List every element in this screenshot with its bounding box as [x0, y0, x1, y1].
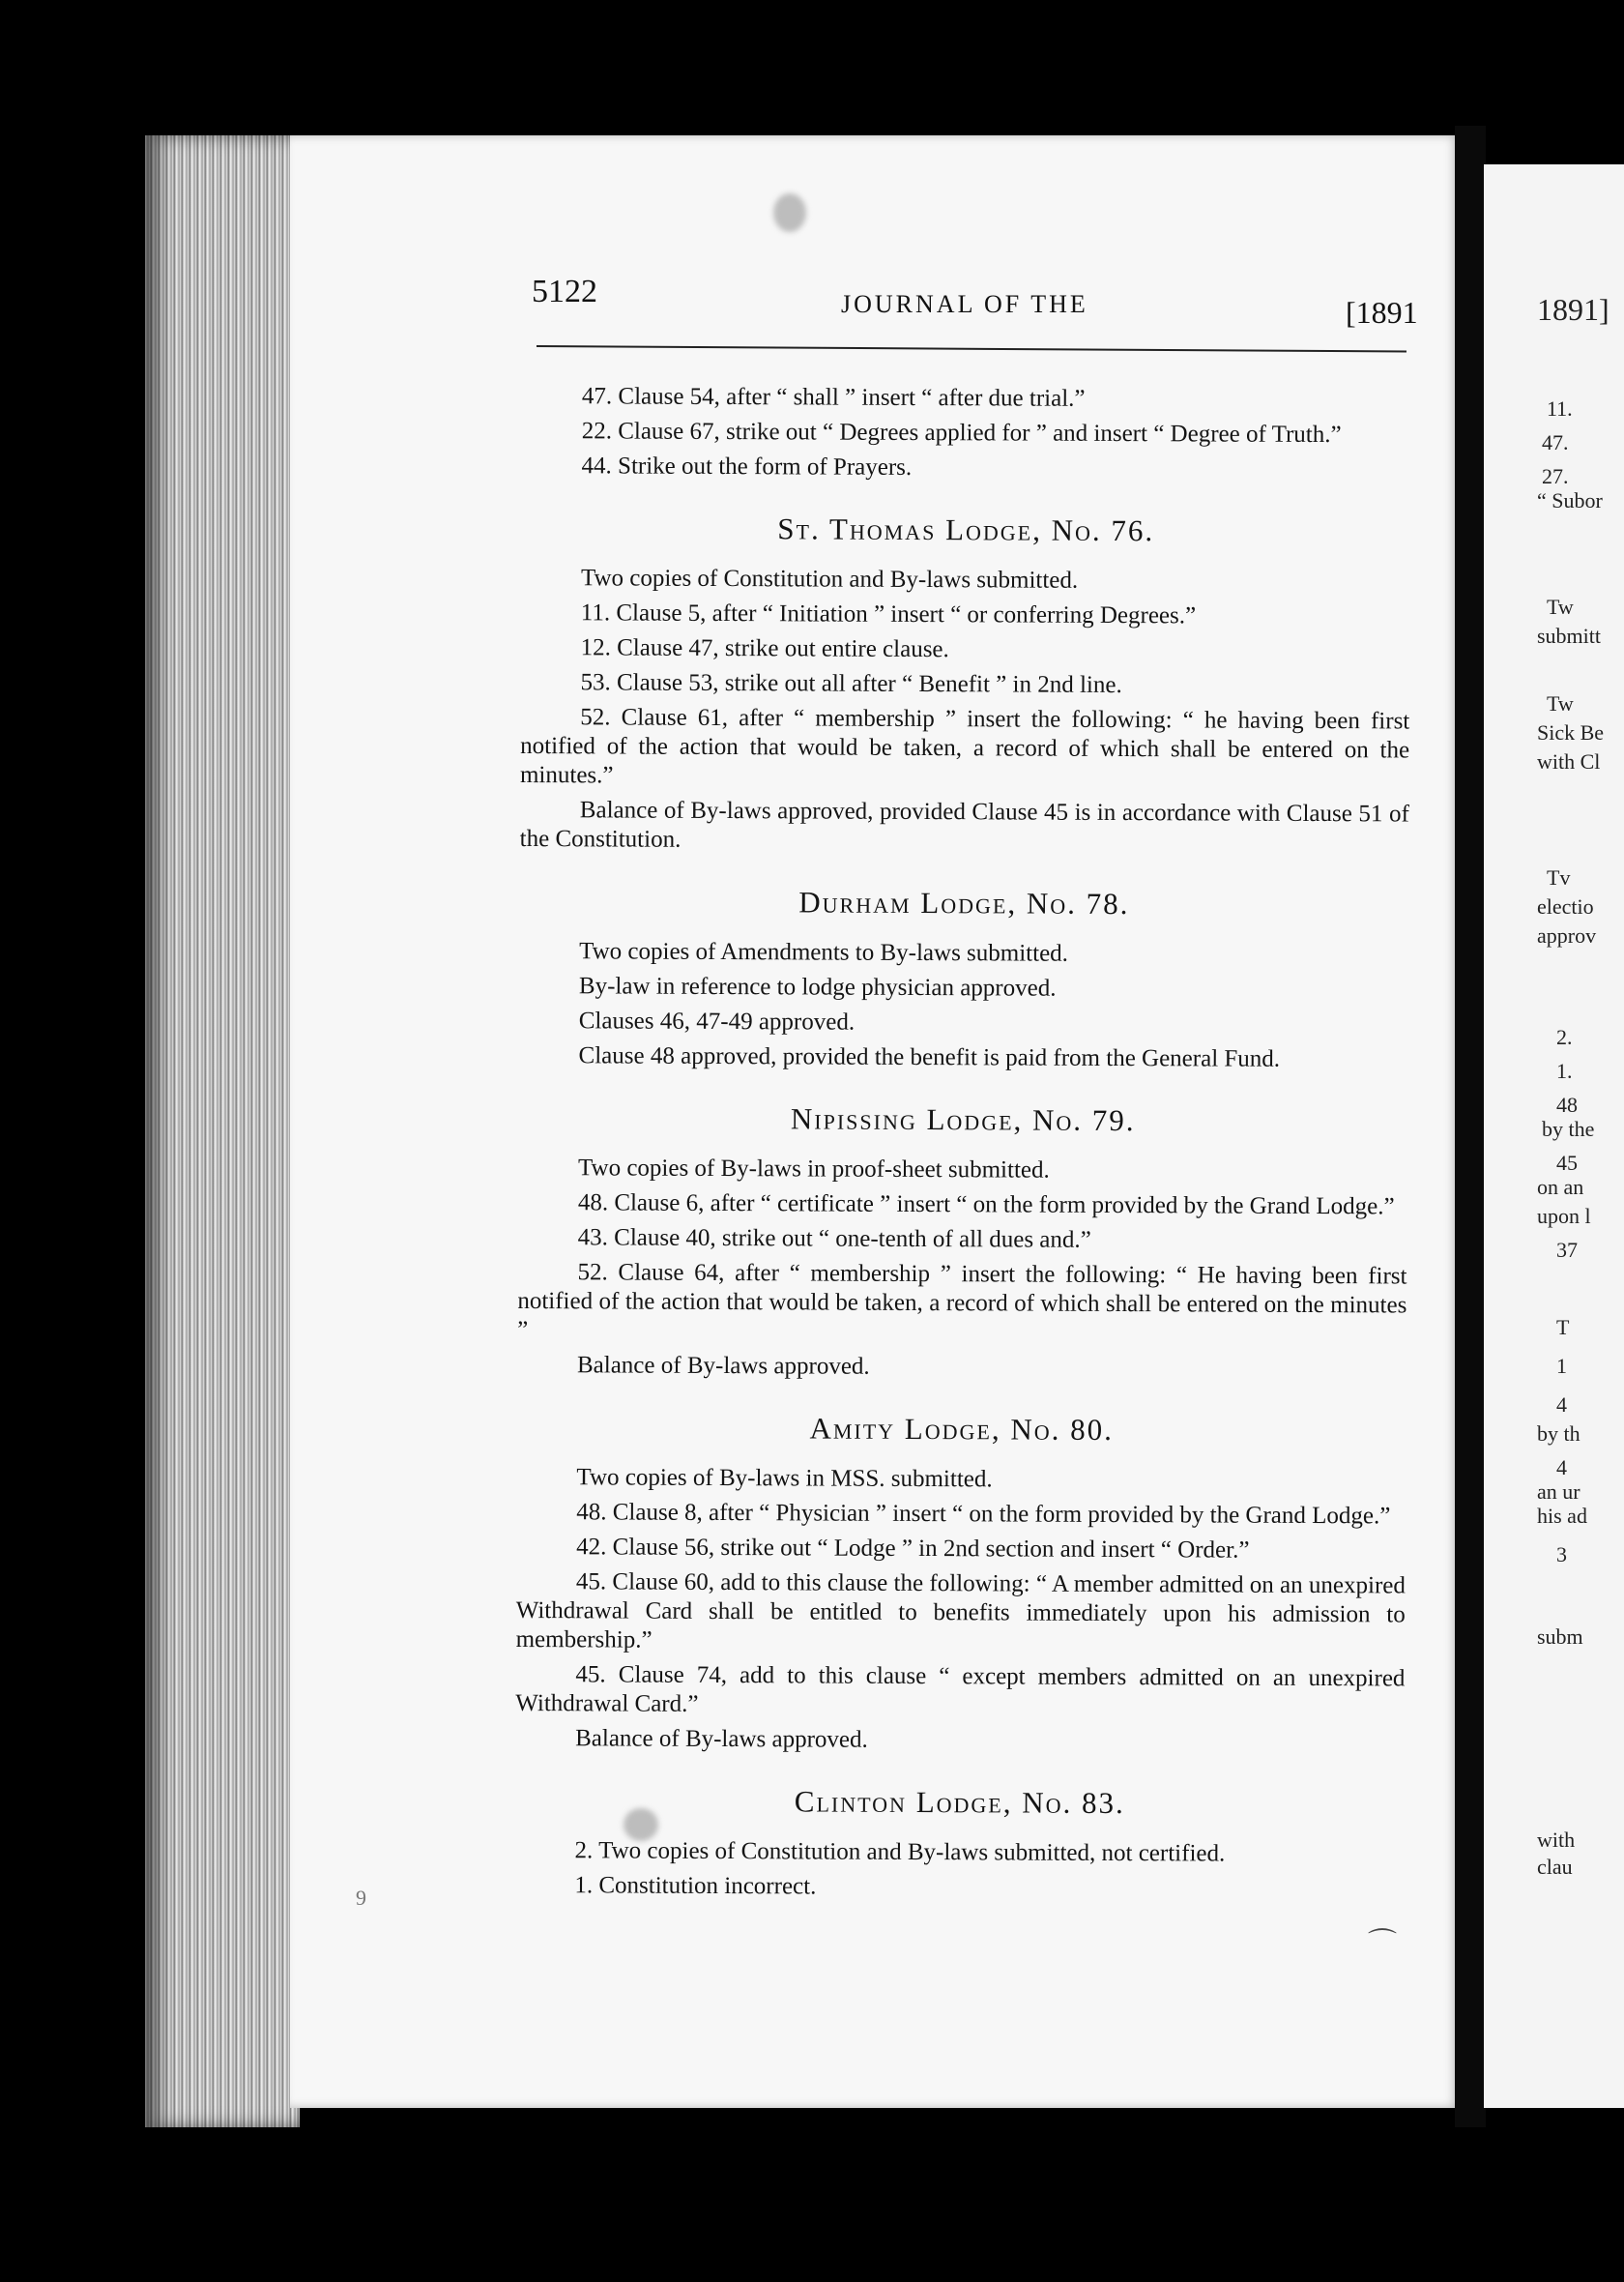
facing-fragment: with	[1537, 1828, 1576, 1852]
facing-fragment: submitt	[1537, 624, 1602, 648]
facing-fragment: 4	[1556, 1392, 1567, 1417]
lodge-section-nipissing	[517, 1103, 1407, 1384]
entry: Two copies of By-laws in proof-sheet submitted.	[577, 1155, 1050, 1184]
entry: Balance of By-laws approved.	[576, 1352, 870, 1380]
entry: 52. Clause 64, after “ membership ” insert the following: “ He having been first notified of the action that would be taken, a record of which shall be entered on the minutes ”	[517, 1259, 1407, 1344]
entry: 53. Clause 53, strike out all after “ Benefit ” in 2nd line.	[580, 669, 1122, 699]
facing-fragment: T	[1556, 1315, 1570, 1339]
facing-fragment: an ur	[1537, 1479, 1580, 1504]
entry: 11. Clause 5, after “ Initiation ” insert “ or conferring Degrees.”	[580, 600, 1197, 629]
facing-fragment: approv	[1537, 923, 1597, 948]
entry: 47. Clause 54, after “ shall ” insert “ after due trial.”	[581, 383, 1086, 412]
entry: 22. Clause 67, strike out “ Degrees applied for ” and insert “ Degree of Truth.”	[581, 418, 1342, 449]
entry: Two copies of Constitution and By-laws submitted.	[580, 565, 1079, 594]
opening-entries	[522, 382, 1411, 484]
smudge	[773, 193, 806, 232]
entry: Balance of By-laws approved.	[575, 1725, 868, 1753]
facing-fragment: Tw	[1547, 595, 1574, 619]
facing-fragment: 37	[1556, 1238, 1578, 1262]
page-number: 5122	[532, 274, 597, 309]
entry: 1. Constitution incorrect.	[574, 1872, 817, 1900]
entry: Two copies of By-laws in MSS. submitted.	[576, 1464, 993, 1493]
book-gutter	[1455, 126, 1486, 2127]
facing-fragment: upon l	[1537, 1204, 1591, 1228]
page-edges	[145, 135, 300, 2127]
entry: 42. Clause 56, strike out “ Lodge ” in 2nd section and insert “ Order.”	[576, 1534, 1250, 1564]
header-year: [1891	[1346, 295, 1418, 330]
lodge-section-amity	[515, 1413, 1406, 1757]
facing-fragment: by the	[1542, 1117, 1595, 1141]
margin-mark: 9	[356, 1886, 366, 1910]
facing-fragment: 3	[1556, 1542, 1567, 1566]
facing-fragment: “ Subor	[1537, 488, 1603, 512]
lodge-heading: Durham Lodge, No. 78.	[798, 885, 1130, 922]
margin-mark: ⌒	[1368, 1928, 1397, 1960]
entry: 2. Two copies of Constitution and By-laws submitted, not certified.	[574, 1837, 1226, 1867]
facing-page	[1484, 164, 1624, 2108]
entry: 12. Clause 47, strike out entire clause.	[580, 634, 949, 663]
entry: 45. Clause 74, add to this clause “ except members admitted on an unexpired Withdrawal Card.”	[515, 1661, 1406, 1717]
entry: 48. Clause 8, after “ Physician ” insert “ on the form provided by the Grand Lodge.”	[576, 1499, 1391, 1530]
running-title: JOURNAL OF THE	[841, 290, 1088, 318]
facing-fragment: 27.	[1542, 464, 1569, 488]
entry: 48. Clause 6, after “ certificate ” insert “ on the form provided by the Grand Lodge.”	[577, 1189, 1395, 1220]
entry: Clauses 46, 47-49 approved.	[578, 1008, 856, 1036]
facing-fragment: 1.	[1556, 1059, 1573, 1083]
facing-fragment: by th	[1537, 1421, 1580, 1446]
entry: 45. Clause 60, add to this clause the following: “ A member admitted on an unexpired Withdrawal Card shall be entitled to benefits immediately upon his admission to membership.”	[515, 1568, 1406, 1653]
entry: 43. Clause 40, strike out “ one-tenth of all dues and.”	[577, 1224, 1091, 1253]
entry: Balance of By-laws approved, provided Clause 45 is in accordance with Clause 51 of the Constitution.	[519, 797, 1409, 853]
lodge-section-durham	[519, 887, 1409, 1074]
facing-fragment: Tv	[1547, 865, 1571, 890]
facing-fragment: his ad	[1537, 1504, 1587, 1528]
facing-fragment: 47.	[1542, 430, 1569, 454]
facing-fragment: 4	[1556, 1455, 1567, 1479]
entry: By-law in reference to lodge physician approved.	[578, 973, 1057, 1002]
facing-fragment: 11.	[1547, 396, 1573, 421]
facing-fragment: 1	[1556, 1354, 1567, 1378]
facing-fragment: 48	[1556, 1093, 1578, 1117]
facing-fragment: electio	[1537, 894, 1594, 919]
facing-fragment: on an	[1537, 1175, 1584, 1199]
facing-fragment: Sick Be	[1537, 720, 1605, 745]
facing-fragment: clau	[1537, 1855, 1573, 1879]
facing-fragment: with Cl	[1537, 749, 1601, 774]
lodge-heading: Amity Lodge, No. 80.	[809, 1411, 1115, 1448]
entry: 52. Clause 61, after “ membership ” insert the following: “ he having been first notified of the action that would be taken, a record of which shall be entered on the minutes.”	[519, 704, 1410, 789]
lodge-section-clinton	[514, 1786, 1405, 1904]
lodge-section-st-thomas	[520, 513, 1411, 858]
facing-fragment: subm	[1537, 1624, 1583, 1649]
lodge-heading: Nipissing Lodge, No. 79.	[790, 1101, 1136, 1138]
facing-fragment: 2.	[1556, 1025, 1573, 1049]
journal-body	[514, 382, 1411, 1910]
facing-fragment: Tw	[1547, 691, 1574, 716]
entry: Two copies of Amendments to By-laws submitted.	[579, 938, 1069, 967]
lodge-heading: Clinton Lodge, No. 83.	[794, 1784, 1125, 1821]
entry: Clause 48 approved, provided the benefit is paid from the General Fund.	[578, 1042, 1281, 1072]
entry: 44. Strike out the form of Prayers.	[581, 453, 913, 481]
lodge-heading: St. Thomas Lodge, No. 76.	[777, 512, 1155, 548]
facing-fragment: 45	[1556, 1151, 1578, 1175]
facing-year: 1891]	[1537, 292, 1610, 327]
